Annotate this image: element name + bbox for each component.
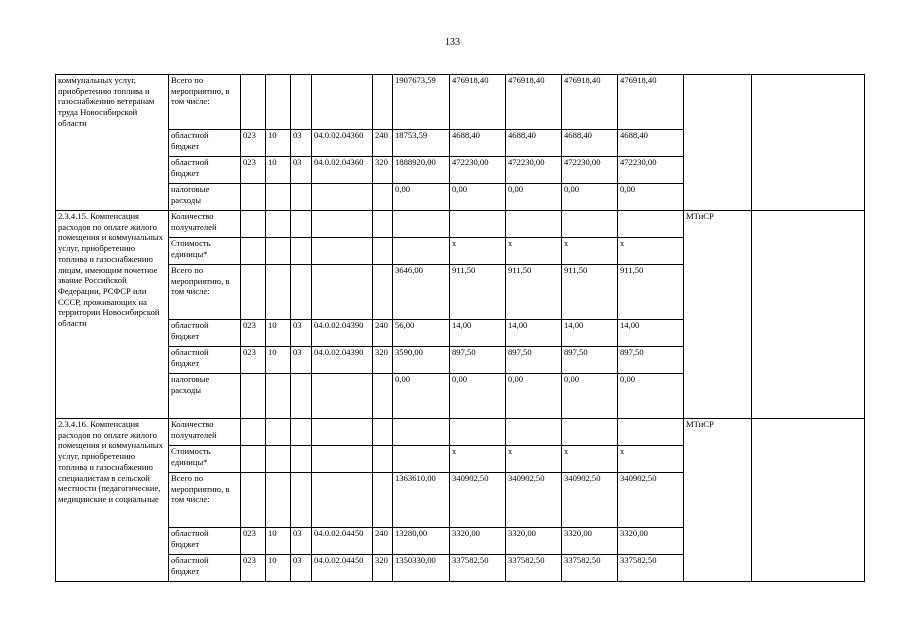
pr-cell [291,419,312,446]
year4-cell: 472230,00 [618,157,684,184]
rz-cell: 10 [266,130,291,157]
pr-cell [291,473,312,528]
year1-cell: 897,50 [450,347,506,374]
year3-cell: 472230,00 [562,157,618,184]
csr-cell [312,184,373,211]
grbs-cell [241,238,266,265]
year1-cell: 911,50 [450,265,506,320]
year2-cell: 14,00 [506,320,562,347]
pr-cell: 03 [291,528,312,555]
measure-name: 2.3.4.16. Компенсация расходов по оплате жилого помещения и коммунальных услуг, приобретению топлива и газоснабжению специалистам в сельской местности (педагогические, медицинские и социальные [56,419,169,582]
executor-cell: МТиСР [684,211,752,419]
csr-cell: 04.0.02.04450 [312,528,373,555]
row-label: налоговые расходы [169,374,241,419]
csr-cell: 04.0.02.04360 [312,130,373,157]
row-label: областной бюджет [169,157,241,184]
year2-cell: 0,00 [506,184,562,211]
year2-cell: 3320,00 [506,528,562,555]
csr-cell: 04.0.02.04450 [312,555,373,582]
year3-cell [562,419,618,446]
grbs-cell [241,184,266,211]
pr-cell: 03 [291,320,312,347]
rz-cell [266,75,291,130]
year3-cell: 476918,40 [562,75,618,130]
year1-cell: 14,00 [450,320,506,347]
year1-cell: 4688,40 [450,130,506,157]
row-label: налоговые расходы [169,184,241,211]
year1-cell: x [450,238,506,265]
vr-cell: 240 [373,320,393,347]
pr-cell [291,184,312,211]
year4-cell: x [618,446,684,473]
year1-cell: 0,00 [450,374,506,419]
table-row [56,419,865,446]
total-cell: 1363610,00 [393,473,450,528]
grbs-cell [241,265,266,320]
csr-cell [312,446,373,473]
total-cell [393,238,450,265]
rz-cell [266,184,291,211]
year3-cell: 0,00 [562,184,618,211]
rz-cell: 10 [266,157,291,184]
rz-cell [266,419,291,446]
pr-cell [291,446,312,473]
row-label: областной бюджет [169,555,241,582]
year1-cell: x [450,446,506,473]
total-cell [393,419,450,446]
year3-cell: 897,50 [562,347,618,374]
rz-cell [266,211,291,238]
rz-cell [266,265,291,320]
grbs-cell: 023 [241,130,266,157]
year3-cell: 14,00 [562,320,618,347]
year1-cell: 472230,00 [450,157,506,184]
year4-cell: 337582,50 [618,555,684,582]
measure-name: 2.3.4.15. Компенсация расходов по оплате жилого помещения и коммунальных услуг, приобретению топлива и газоснабжению лицам, имеющим почетное звание Российской Федерации, РСФСР или СССР, проживающих на территории Новосибирской области [56,211,169,419]
grbs-cell: 023 [241,320,266,347]
total-cell: 0,00 [393,374,450,419]
year3-cell: 337582,50 [562,555,618,582]
pr-cell [291,75,312,130]
year3-cell: 3320,00 [562,528,618,555]
row-label: Количество получателей [169,211,241,238]
total-cell: 18753,59 [393,130,450,157]
vr-cell [373,446,393,473]
rz-cell [266,374,291,419]
row-label: Стоимость единицы* [169,446,241,473]
row-label: Всего по мероприятию, в том числе: [169,265,241,320]
pr-cell [291,374,312,419]
year4-cell: 4688,40 [618,130,684,157]
row-label: Количество получателей [169,419,241,446]
year3-cell: 911,50 [562,265,618,320]
grbs-cell [241,419,266,446]
vr-cell [373,75,393,130]
vr-cell: 320 [373,157,393,184]
year3-cell: 340902,50 [562,473,618,528]
vr-cell [373,419,393,446]
pr-cell: 03 [291,130,312,157]
csr-cell [312,265,373,320]
year2-cell: 0,00 [506,374,562,419]
row-label: областной бюджет [169,320,241,347]
grbs-cell: 023 [241,528,266,555]
year2-cell: 4688,40 [506,130,562,157]
year3-cell [562,211,618,238]
year4-cell: 3320,00 [618,528,684,555]
executor-cell: МТиСР [684,419,752,582]
year2-cell: 340902,50 [506,473,562,528]
year4-cell: x [618,238,684,265]
grbs-cell [241,75,266,130]
year2-cell: 337582,50 [506,555,562,582]
grbs-cell: 023 [241,157,266,184]
row-label: областной бюджет [169,528,241,555]
year4-cell [618,211,684,238]
csr-cell: 04.0.02.04390 [312,347,373,374]
csr-cell [312,211,373,238]
year2-cell: 476918,40 [506,75,562,130]
rz-cell: 10 [266,555,291,582]
grbs-cell: 023 [241,555,266,582]
note-cell [752,75,865,211]
rz-cell: 10 [266,347,291,374]
vr-cell: 240 [373,528,393,555]
year3-cell: 0,00 [562,374,618,419]
total-cell: 56,00 [393,320,450,347]
vr-cell: 320 [373,555,393,582]
year4-cell: 911,50 [618,265,684,320]
year4-cell [618,419,684,446]
total-cell: 0,00 [393,184,450,211]
csr-cell [312,473,373,528]
vr-cell [373,265,393,320]
grbs-cell [241,374,266,419]
grbs-cell [241,211,266,238]
year1-cell: 476918,40 [450,75,506,130]
vr-cell: 240 [373,130,393,157]
executor-cell [684,75,752,211]
pr-cell [291,238,312,265]
rz-cell [266,238,291,265]
rz-cell [266,473,291,528]
row-label: областной бюджет [169,347,241,374]
year2-cell: 472230,00 [506,157,562,184]
year4-cell: 897,50 [618,347,684,374]
rz-cell: 10 [266,528,291,555]
year1-cell: 3320,00 [450,528,506,555]
rz-cell: 10 [266,320,291,347]
year4-cell: 14,00 [618,320,684,347]
measure-name: коммунальных услуг, приобретению топлива и газоснабжению ветеранам труда Новосибирской области [56,75,169,211]
year2-cell [506,419,562,446]
pr-cell [291,265,312,320]
year2-cell: 911,50 [506,265,562,320]
pr-cell: 03 [291,347,312,374]
year4-cell: 340902,50 [618,473,684,528]
total-cell: 1888920,00 [393,157,450,184]
vr-cell [373,374,393,419]
row-label: Стоимость единицы* [169,238,241,265]
total-cell [393,446,450,473]
year1-cell [450,211,506,238]
pr-cell [291,211,312,238]
row-label: Всего по мероприятию, в том числе: [169,473,241,528]
total-cell [393,211,450,238]
total-cell: 3590,00 [393,347,450,374]
year2-cell [506,211,562,238]
total-cell: 1350330,00 [393,555,450,582]
csr-cell: 04.0.02.04360 [312,157,373,184]
vr-cell: 320 [373,347,393,374]
vr-cell [373,211,393,238]
total-cell: 13280,00 [393,528,450,555]
budget-table [55,74,865,582]
csr-cell [312,75,373,130]
year1-cell: 340902,50 [450,473,506,528]
year1-cell: 337582,50 [450,555,506,582]
table-row [56,75,865,130]
note-cell [752,419,865,582]
row-label: областной бюджет [169,130,241,157]
year1-cell [450,419,506,446]
grbs-cell [241,446,266,473]
grbs-cell: 023 [241,347,266,374]
page-number: 133 [445,37,460,48]
grbs-cell [241,473,266,528]
year2-cell: 897,50 [506,347,562,374]
table-row [56,211,865,238]
year3-cell: x [562,446,618,473]
year4-cell: 476918,40 [618,75,684,130]
year3-cell: 4688,40 [562,130,618,157]
year2-cell: x [506,446,562,473]
total-cell: 3646,00 [393,265,450,320]
pr-cell: 03 [291,555,312,582]
pr-cell: 03 [291,157,312,184]
vr-cell [373,184,393,211]
csr-cell [312,419,373,446]
year4-cell: 0,00 [618,184,684,211]
total-cell: 1907673,59 [393,75,450,130]
vr-cell [373,238,393,265]
year3-cell: x [562,238,618,265]
year1-cell: 0,00 [450,184,506,211]
year2-cell: x [506,238,562,265]
csr-cell: 04.0.02.04390 [312,320,373,347]
csr-cell [312,238,373,265]
vr-cell [373,473,393,528]
year4-cell: 0,00 [618,374,684,419]
row-label: Всего по мероприятию, в том числе: [169,75,241,130]
csr-cell [312,374,373,419]
rz-cell [266,446,291,473]
note-cell [752,211,865,419]
